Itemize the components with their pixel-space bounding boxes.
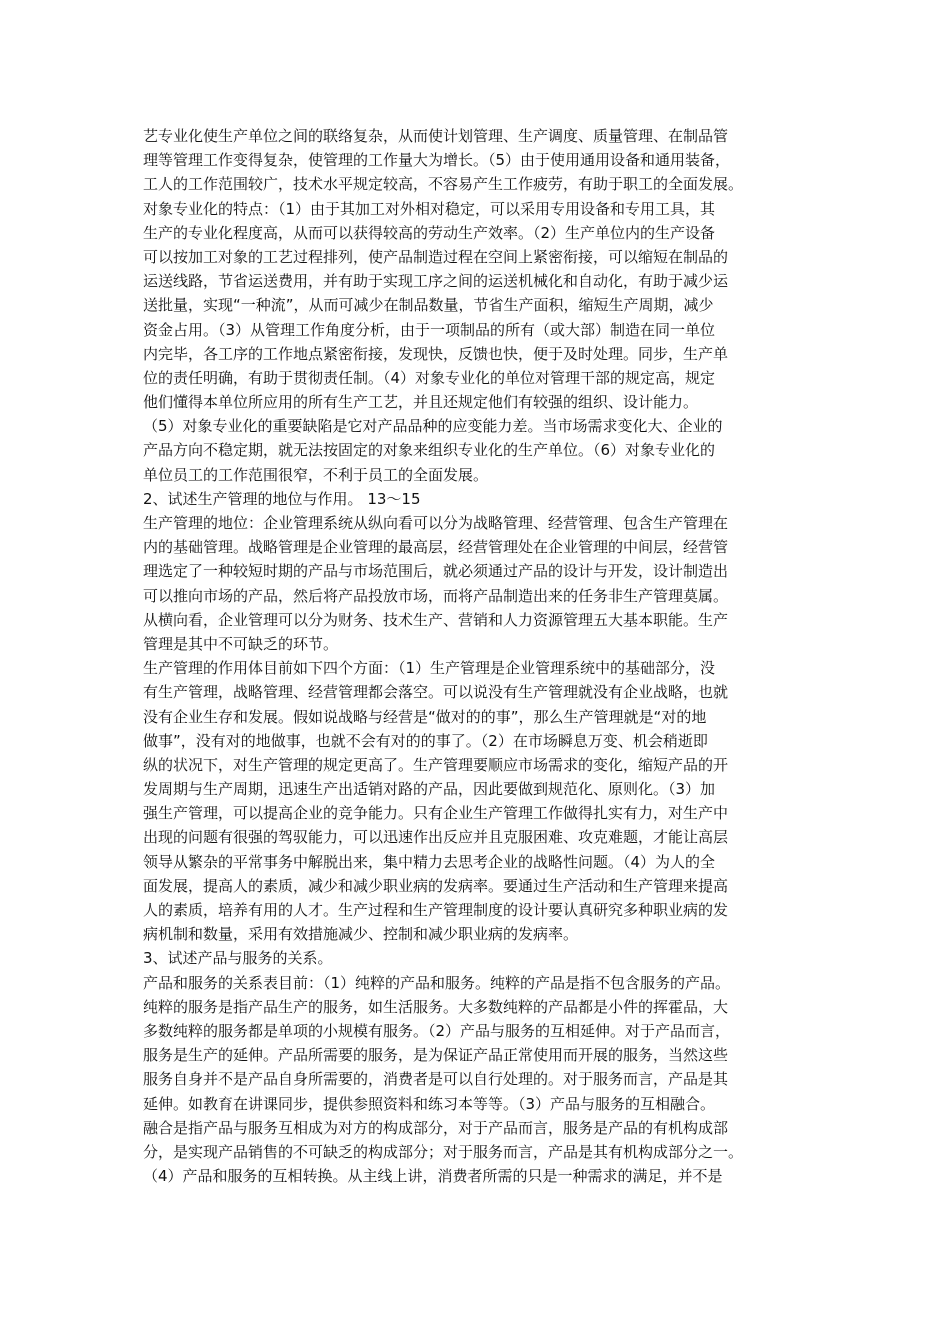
text-line: 强生产管理，可以提高企业的竞争能力。只有企业生产管理工作做得扎实有力，对生产中 — [143, 804, 729, 823]
text-line: 出现的问题有很强的驾驭能力，可以迅速作出反应并且克服困难、攻克难题，才能让高层 — [143, 828, 729, 847]
text-line: 理选定了一种较短时期的产品与市场范围后，就必须通过产品的设计与开发，设计制造出 — [143, 562, 729, 581]
text-line: 位的责任明确，有助于贯彻责任制。（4）对象专业化的单位对管理干部的规定高，规定 — [143, 368, 716, 387]
text-line: 对象专业化的特点：（1）由于其加工对外相对稳定，可以采用专用设备和专用工具，其 — [143, 199, 716, 218]
text-line: 生产管理的作用体目前如下四个方面：（1）生产管理是企业管理系统中的基础部分，没 — [143, 659, 716, 678]
text-line: 运送线路，节省运送费用，并有助于实现工序之间的运送机械化和自动化，有助于减少运 — [143, 272, 729, 291]
text-line: 产品和服务的关系表目前：（1）纯粹的产品和服务。纯粹的产品是指不包含服务的产品。 — [143, 973, 731, 992]
text-line: 面发展，提高人的素质，减少和减少职业病的发病率。要通过生产活动和生产管理来提高 — [143, 876, 729, 895]
text-line: 内完毕，各工序的工作地点紧密衔接，发现快，反馈也快，便于及时处理。同步，生产单 — [143, 344, 729, 363]
text-line: 生产管理的地位：企业管理系统从纵向看可以分为战略管理、经营管理、包含生产管理在 — [143, 514, 729, 532]
text-line: 发周期与生产周期，迅速生产出适销对路的产品，因此要做到规范化、原则化。（3）加 — [143, 780, 716, 799]
text-line: 延伸。如教育在讲课同步，提供参照资料和练习本等等。（3）产品与服务的互相融合。 — [143, 1094, 716, 1113]
text-line: 单位员工的工作范围很窄，不利于员工的全面发展。 — [143, 465, 489, 484]
text-line: 领导从繁杂的平常事务中解脱出来，集中精力去思考企业的战略性问题。（4）为人的全 — [143, 852, 716, 871]
text-line: 病机制和数量，采用有效措施减少、控制和减少职业病的发病率。 — [143, 925, 579, 944]
text-line: 服务自身并不是产品自身所需要的，消费者是可以自行处理的。对于服务而言，产品是其 — [143, 1070, 729, 1089]
text-line: （4）产品和服务的互相转换。从主线上讲，消费者所需的只是一种需求的满足，并不是 — [143, 1167, 723, 1186]
text-line: 分，是实现产品销售的不可缺乏的构成部分；对于服务而言，产品是其有机构成部分之一。 — [143, 1142, 744, 1161]
text-line: 从横向看，企业管理可以分为财务、技术生产、营销和人力资源管理五大基本职能。生产 — [143, 610, 729, 629]
text-line: 人的素质，培养有用的人才。生产过程和生产管理制度的设计要认真研究多种职业病的发 — [143, 901, 729, 919]
text-line: 工人的工作范围较广，技术水平规定较高，不容易产生工作疲劳，有助于职工的全面发展。 — [143, 175, 744, 194]
text-line: 3、试述产品与服务的关系。 — [143, 949, 333, 968]
text-line: 可以按加工对象的工艺过程排列，使产品制造过程在空间上紧密衔接，可以缩短在制品的 — [143, 247, 729, 266]
text-line: 生产的专业化程度高，从而可以获得较高的劳动生产效率。（2）生产单位内的生产设备 — [143, 223, 716, 242]
text-line: 他们懂得本单位所应用的所有生产工艺，并且还规定他们有较强的组织、设计能力。 — [143, 393, 699, 412]
document-body — [143, 124, 811, 1188]
text-line: 可以推向市场的产品，然后将产品投放市场，而将产品制造出来的任务非生产管理莫属。 — [143, 586, 729, 605]
text-line: 内的基础管理。战略管理是企业管理的最高层，经营管理处在企业管理的中间层，经营管 — [143, 538, 729, 557]
text-line: 融合是指产品与服务互相成为对方的构成部分，对于产品而言，服务是产品的有机构成部 — [143, 1118, 729, 1137]
text-line: 2、试述生产管理的地位与作用。 13～15 — [143, 489, 421, 508]
text-line: 没有企业生存和发展。假如说战略与经营是“做对的的事”，那么生产管理就是“对的地 — [143, 707, 707, 726]
text-line: 多数纯粹的服务都是单项的小规模有服务。（2）产品与服务的互相延伸。对于产品而言， — [143, 1021, 731, 1040]
text-line: （5）对象专业化的重要缺陷是它对产品品种的应变能力差。当市场需求变化大、企业的 — [143, 417, 723, 436]
text-line: 送批量，实现“一种流”，从而可减少在制品数量，节省生产面积，缩短生产周期，减少 — [143, 296, 714, 315]
text-line: 服务是生产的延伸。产品所需要的服务，是为保证产品正常使用而开展的服务，当然这些 — [143, 1046, 729, 1065]
text-line: 艺专业化使生产单位之间的联络复杂，从而使计划管理、生产调度、质量管理、在制品管 — [143, 127, 729, 145]
text-line: 做事”，没有对的地做事，也就不会有对的的事了。（2）在市场瞬息万变、机会稍逝即 — [143, 731, 708, 750]
text-line: 资金占用。（3）从管理工作角度分析，由于一项制品的所有（或大部）制造在同一单位 — [143, 320, 716, 339]
text-line: 理等管理工作变得复杂，使管理的工作量大为增长。（5）由于使用通用设备和通用装备， — [143, 151, 731, 170]
text-line: 管理是其中不可缺乏的环节。 — [143, 634, 339, 653]
text-line: 有生产管理，战略管理、经营管理都会落空。可以说没有生产管理就没有企业战略，也就 — [143, 683, 729, 702]
text-line: 纯粹的服务是指产品生产的服务，如生活服务。大多数纯粹的产品都是小件的挥霍品，大 — [143, 997, 729, 1016]
text-line: 纵的状况下，对生产管理的规定更高了。生产管理要顺应市场需求的变化，缩短产品的开 — [143, 755, 729, 774]
text-line: 产品方向不稳定期，就无法按固定的对象来组织专业化的生产单位。（6）对象专业化的 — [143, 441, 716, 460]
